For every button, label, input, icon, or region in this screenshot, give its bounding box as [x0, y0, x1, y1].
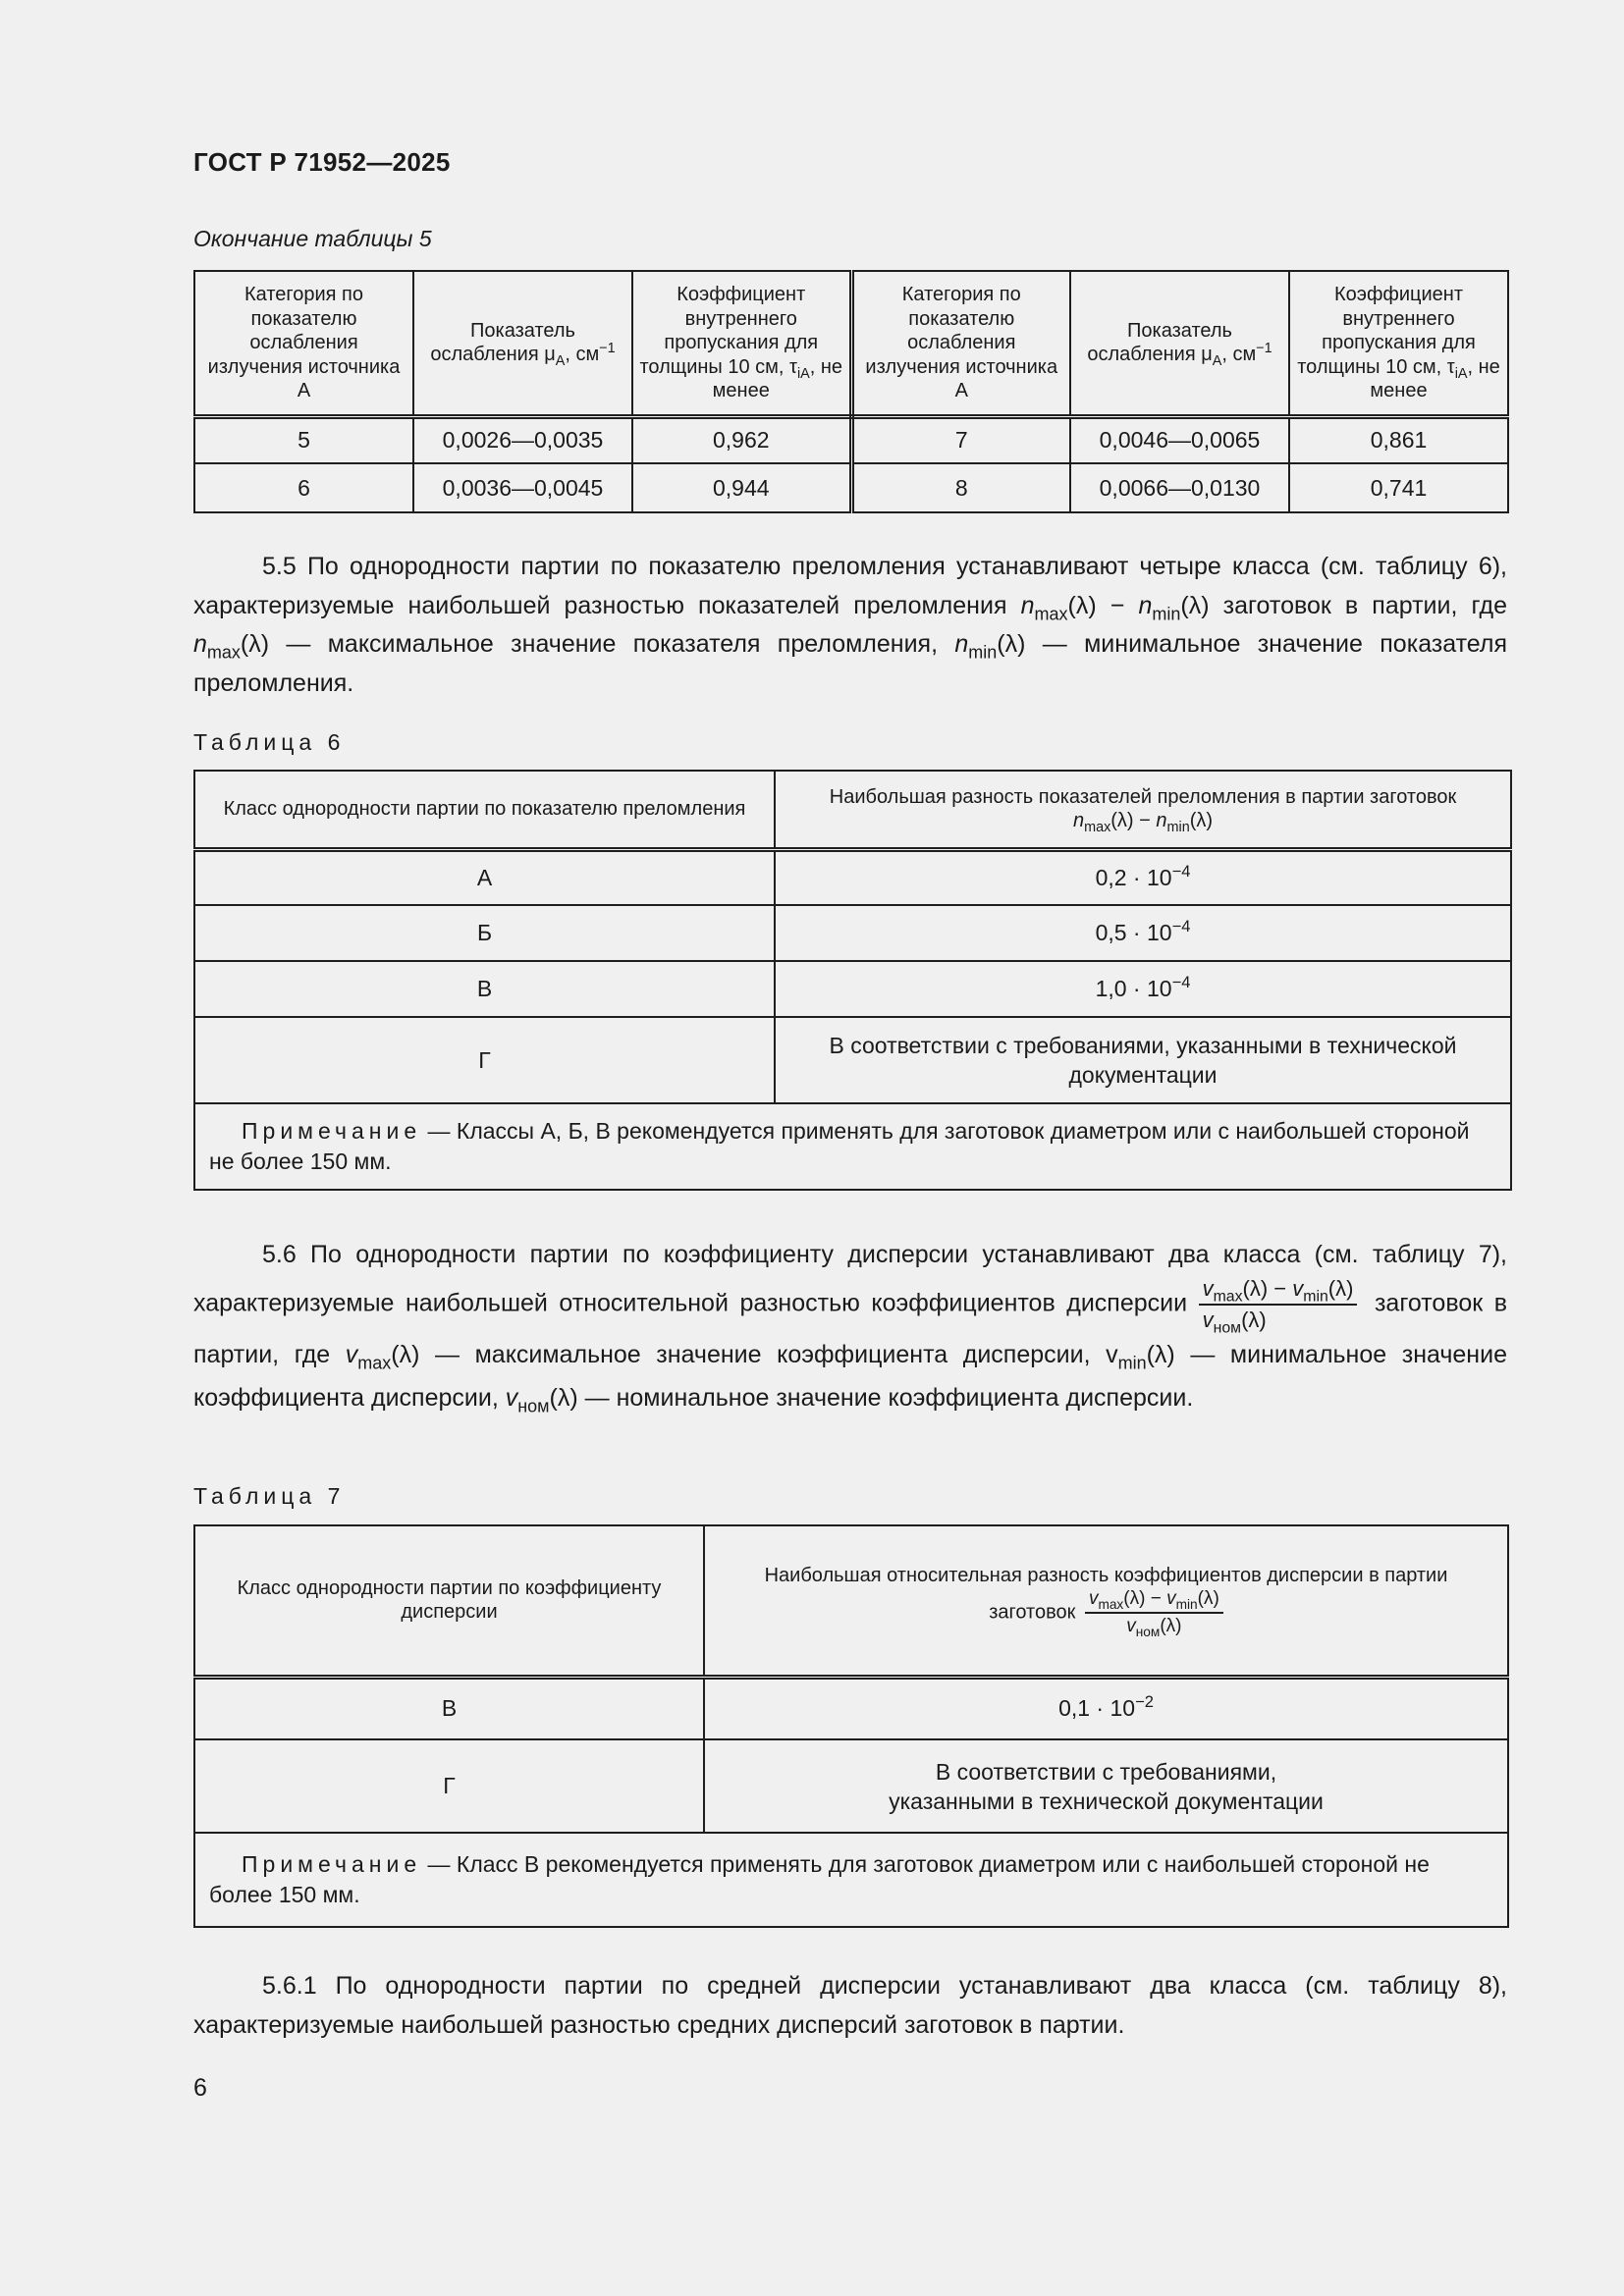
var-n: n	[1020, 591, 1035, 619]
superscript: −2	[1135, 1692, 1154, 1712]
text-run: (λ)	[1110, 810, 1134, 832]
table-cell: 0,0026—0,0035	[413, 416, 632, 463]
text-run: (λ)	[240, 630, 270, 658]
table6-header-class: Класс однородности партии по показателю преломления	[194, 771, 775, 849]
table-row	[194, 905, 1511, 961]
table6-header-diff	[775, 771, 1511, 849]
header-text: , не менее	[712, 355, 843, 401]
header-text: Показатель ослабления μ	[430, 319, 575, 366]
text-run: заготовок в партии, где	[1209, 591, 1507, 619]
table-cell: 0,741	[1289, 463, 1508, 512]
table7-header-row	[194, 1525, 1508, 1677]
table-cell: 6	[194, 463, 413, 512]
text-run: −	[1145, 1587, 1167, 1609]
text-run: (λ)	[1067, 591, 1097, 619]
header-text: , см	[565, 344, 600, 366]
table-row	[194, 1677, 1508, 1739]
var-v: v	[505, 1384, 518, 1412]
text-run: (λ)	[1146, 1341, 1175, 1368]
subscript: iA	[796, 365, 810, 382]
table-cell: Г	[194, 1739, 704, 1833]
table-cell: 0,0046—0,0065	[1070, 416, 1289, 463]
subscript: max	[1084, 820, 1111, 836]
subscript: max	[357, 1353, 392, 1373]
var-v: v	[1202, 1276, 1214, 1301]
header-text: Категория по показателю ослабления излучения источника А	[865, 284, 1058, 401]
text-run: — минимальное значение показателя преломления.	[193, 630, 1507, 697]
superscript: −4	[1171, 916, 1191, 935]
subscript: A	[555, 353, 566, 370]
document-header: ГОСТ Р 71952—2025	[193, 147, 451, 177]
text-run: (λ)	[549, 1384, 578, 1412]
note-label: Примечание	[242, 1851, 422, 1877]
table6-note	[194, 1103, 1511, 1190]
table5-header-mu	[1070, 271, 1289, 416]
subscript: A	[1212, 353, 1222, 370]
table-cell: В соответствии с требованиями, указанными в технической документации	[775, 1017, 1511, 1103]
superscript: −4	[1171, 972, 1191, 991]
table-7	[193, 1524, 1509, 1928]
var-v: v	[1088, 1587, 1099, 1609]
table-cell	[704, 1677, 1508, 1739]
note-label: Примечание	[242, 1118, 422, 1144]
table-cell: 0,0036—0,0045	[413, 463, 632, 512]
table-cell: В соответствии с требованиями, указанными в технической документации	[704, 1739, 1508, 1833]
table5-header-category	[851, 271, 1070, 416]
note-text: — Классы А, Б, В рекомендуется применять для заготовок диаметром или с наибольшей стороной не более 150 мм.	[209, 1118, 1470, 1174]
text-run: 5.5 По однородности партии по показателю преломления устанавливают четыре класса (см. таблицу 6), характеризуемые наибольшей разностью показателей преломления	[193, 553, 1507, 619]
var-n: n	[1156, 810, 1167, 832]
subscript: max	[206, 642, 241, 663]
var-n: n	[1072, 810, 1085, 832]
table7-header-diff	[704, 1525, 1508, 1677]
table7-note-row	[194, 1833, 1508, 1927]
table6-note-row	[194, 1103, 1511, 1190]
text-run: — минимальное значение коэффициента дисперсии,	[193, 1341, 1507, 1412]
table5-header-tau	[1289, 271, 1508, 416]
subscript: min	[968, 642, 998, 663]
value: 0,5 · 10	[1095, 920, 1172, 945]
subscript: iA	[1454, 365, 1468, 382]
text-run: — максимальное значение коэффициента дисперсии,	[419, 1341, 1107, 1368]
table-cell: В	[194, 1677, 704, 1739]
table-cell: Г	[194, 1017, 775, 1103]
superscript: −1	[599, 341, 616, 357]
table-row	[194, 416, 1508, 463]
text-run: −	[1096, 591, 1139, 619]
var-v: v	[1126, 1615, 1136, 1636]
text-run: (λ)	[1241, 1308, 1267, 1332]
value: 0,1 · 10	[1058, 1695, 1136, 1722]
paragraph-5-5	[193, 548, 1507, 703]
table6-header-row	[194, 771, 1511, 849]
text-run: −	[1133, 810, 1157, 832]
table7-note	[194, 1833, 1508, 1927]
text-run: −	[1268, 1276, 1293, 1301]
text-run: — номинальное значение коэффициента дисперсии.	[577, 1384, 1194, 1412]
text-run: 5.6 По однородности партии по коэффициенту дисперсии устанавливают два класса (см. таблицу 7), характеризуемые наибольшей относительной разностью коэффициентов дисперсии	[193, 1241, 1507, 1317]
var-v: v	[345, 1341, 358, 1368]
subscript: min	[1175, 1596, 1198, 1612]
text-run: (λ)	[1327, 1276, 1354, 1301]
header-text: Коэффициент внутреннего пропускания для толщины 10 см, τ	[1297, 284, 1476, 378]
text-run: 5.6.1 По однородности партии по средней дисперсии устанавливают два класса (см. таблицу 8), характеризуемые наибольшей разностью средних дисперсий заготовок в партии.	[193, 1972, 1507, 2039]
fraction-numerator	[1199, 1276, 1358, 1306]
subscript: min	[1303, 1288, 1328, 1306]
subscript: min	[1152, 603, 1181, 623]
table-6	[193, 770, 1512, 1191]
text-run: (λ)	[1180, 591, 1210, 619]
var-n: n	[193, 630, 207, 658]
var-v: v	[1166, 1587, 1176, 1609]
subscript: ном	[1213, 1319, 1242, 1337]
header-text: , не менее	[1370, 355, 1500, 401]
text-run: (λ)	[1189, 810, 1214, 832]
var-n: n	[954, 630, 969, 658]
text-run: (λ)	[1197, 1587, 1219, 1609]
table-row	[194, 1017, 1511, 1103]
table-cell: 0,0066—0,0130	[1070, 463, 1289, 512]
fraction-numerator	[1085, 1588, 1223, 1614]
table-cell: Б	[194, 905, 775, 961]
text-run: (λ)	[997, 630, 1026, 658]
subscript: min	[1166, 820, 1190, 836]
fraction-denominator	[1199, 1306, 1358, 1337]
var-v: v	[1202, 1308, 1214, 1332]
table5-header-row	[194, 271, 1508, 416]
table5-caption: Окончание таблицы 5	[193, 226, 432, 251]
table-cell: 0,962	[632, 416, 851, 463]
value: 0,2 · 10	[1095, 864, 1172, 890]
subscript: ном	[517, 1396, 550, 1416]
header-text: Коэффициент внутреннего пропускания для толщины 10 см, τ	[639, 284, 819, 378]
text-run: (λ)	[1123, 1587, 1146, 1609]
table-row	[194, 961, 1511, 1017]
subscript: min	[1117, 1353, 1147, 1373]
table6-caption: Таблица 6	[193, 729, 346, 755]
var-v: v	[1292, 1276, 1304, 1301]
header-text: , см	[1221, 344, 1257, 366]
text-run: (λ)	[391, 1341, 420, 1368]
header-text: Категория по показателю ослабления излучения источника А	[207, 284, 401, 401]
dispersion-fraction	[1085, 1588, 1223, 1637]
table-row	[194, 1739, 1508, 1833]
table-row	[194, 849, 1511, 905]
fraction-denominator	[1085, 1614, 1223, 1637]
paragraph-5-6-1	[193, 1967, 1507, 2045]
subscript: ном	[1135, 1624, 1161, 1639]
table7-caption: Таблица 7	[193, 1483, 346, 1509]
subscript: max	[1098, 1596, 1124, 1612]
text-run: (λ)	[1242, 1276, 1269, 1301]
table5-header-category	[194, 271, 413, 416]
header-text: Показатель ослабления μ	[1087, 319, 1232, 366]
table5-header-tau	[632, 271, 851, 416]
value: 1,0 · 10	[1095, 976, 1172, 1001]
table-cell	[775, 961, 1511, 1017]
note-text: — Класс В рекомендуется применять для заготовок диаметром или с наибольшей стороной не более 150 мм.	[209, 1851, 1430, 1907]
text-run: заготовок в партии, где	[193, 1289, 1507, 1368]
table-row	[194, 463, 1508, 512]
table-cell: 7	[851, 416, 1070, 463]
var-n: n	[1138, 591, 1153, 619]
page-number: 6	[193, 2074, 207, 2102]
header-text: Наибольшая разность показателей преломления в партии заготовок	[829, 785, 1457, 808]
superscript: −1	[1256, 341, 1272, 357]
table-cell: 5	[194, 416, 413, 463]
header-text: Наибольшая относительная разность коэффициентов дисперсии в партии заготовок	[764, 1565, 1448, 1623]
table-cell: А	[194, 849, 775, 905]
superscript: −4	[1171, 861, 1191, 881]
table-cell	[775, 849, 1511, 905]
table7-header-class: Класс однородности партии по коэффициенту дисперсии	[194, 1525, 704, 1677]
paragraph-5-6	[193, 1233, 1507, 1419]
table-cell: 0,944	[632, 463, 851, 512]
text-run: — максимальное значение показателя преломления,	[269, 630, 955, 658]
subscript: max	[1213, 1288, 1243, 1306]
var-v: v	[1106, 1341, 1118, 1368]
table-cell: 0,861	[1289, 416, 1508, 463]
table-cell: В	[194, 961, 775, 1017]
table5-header-mu	[413, 271, 632, 416]
dispersion-fraction	[1199, 1276, 1358, 1337]
text-run: (λ)	[1160, 1615, 1182, 1636]
table-cell: 8	[851, 463, 1070, 512]
table-5	[193, 270, 1509, 513]
table-cell	[775, 905, 1511, 961]
subscript: max	[1034, 603, 1068, 623]
